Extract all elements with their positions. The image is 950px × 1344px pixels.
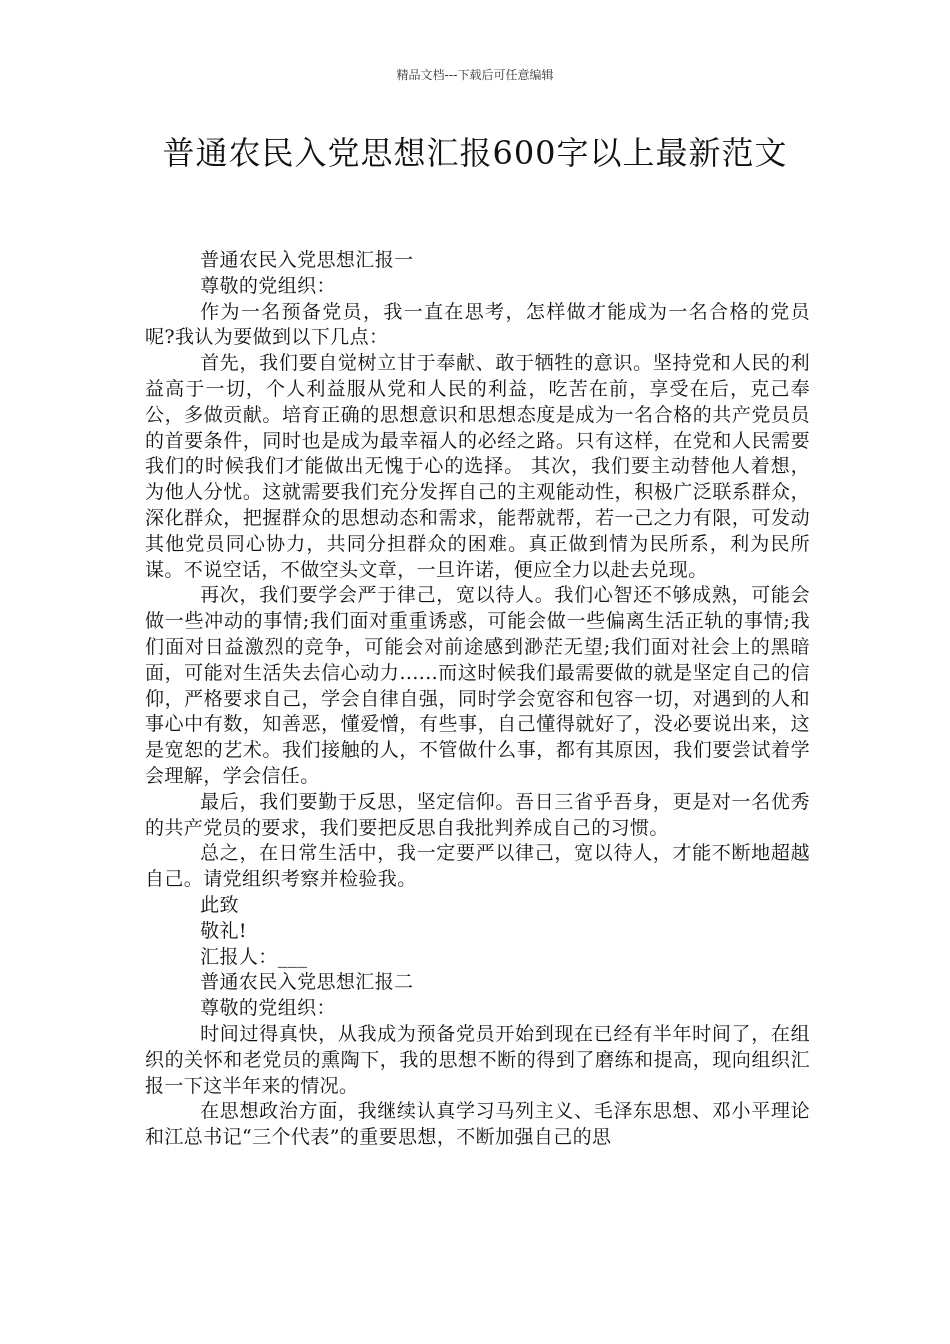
report1-paragraph-2: 首先，我们要自觉树立甘于奉献、敢于牺牲的意识。坚持党和人民的利益高于一切，个人利益服从党和人民的利益，吃苦在前，享受在后，克己奉公，多做贡献。培育正确的思想意识和思想态度是成为一名合格的共产党员员的首要条件，同时也是成为最幸福人的必经之路。只有这样，在党和人民需要我们的时候我们才能做出无愧于心的选择。 其次，我们要主动替他人着想，为他人分忧。这就需要我们充分发挥自己的主观能动性，积极广泛联系群众，深化群众，把握群众的思想动态和需求，能帮就帮，若一己之力有限，可发动其他党员同心协力，共同分担群众的困难。真正做到情为民所系，利为民所谋。不说空话，不做空头文章，一旦许诺，便应全力以赴去兑现。 (145, 352, 810, 581)
report1-heading: 普通农民入党思想汇报一 (200, 249, 414, 271)
header-note: 精品文档---下载后可任意编辑 (396, 68, 554, 82)
report1-salutation: 尊敬的党组织： (200, 274, 336, 297)
report1-signature: 汇报人：___ (200, 945, 308, 968)
report1-paragraph-3: 再次，我们要学会严于律己，宽以待人。我们心智还不够成熟，可能会做一些冲动的事情;我们面对重重诱惑，可能会做一些偏离生活正轨的事情;我们面对日益激烈的竞争，可能会对前途感到渺茫无望;我们面对社会上的黑暗面，可能对生活失去信心动力......而这时候我们最需要做的就是坚定自己的信仰，严格要求自己，学会自律自强，同时学会宽容和包容一切，对遇到的人和事心中有数，知善恶，懂爱憎，有些事，自己懂得就好了，没必要说出来，这是宽恕的艺术。我们接触的人，不管做什么事，都有其原因，我们要尝试着学会理解，学会信任。 (145, 584, 810, 787)
report2-heading: 普通农民入党思想汇报二 (200, 971, 414, 994)
document-body (145, 248, 810, 1151)
report2-salutation: 尊敬的党组织： (200, 997, 336, 1020)
report1-paragraph-4: 最后，我们要勤于反思，坚定信仰。吾日三省乎吾身，更是对一名优秀的共产党员的要求，我们要把反思自我批判养成自己的习惯。 (145, 790, 810, 839)
report1-paragraph-1: 作为一名预备党员，我一直在思考，怎样做才能成为一名合格的党员呢?我认为要做到以下几点： (145, 300, 810, 349)
report1-closing-2: 敬礼! (200, 919, 247, 942)
report2-paragraph-1: 时间过得真快，从我成为预备党员开始到现在已经有半年时间了，在组织的关怀和老党员的熏陶下，我的思想不断的得到了磨练和提高，现向组织汇报一下这半年来的情况。 (145, 1022, 810, 1097)
document-title: 普通农民入党思想汇报600字以上最新范文 (162, 134, 788, 172)
report1-paragraph-5: 总之，在日常生活中，我一定要严以律己，宽以待人，才能不断地超越自己。请党组织考察并检验我。 (145, 842, 810, 891)
report2-paragraph-2: 在思想政治方面，我继续认真学习马列主义、毛泽东思想、邓小平理论和江总书记“三个代表”的重要思想，不断加强自己的思 (145, 1100, 810, 1149)
report1-closing-1: 此致 (200, 893, 239, 916)
